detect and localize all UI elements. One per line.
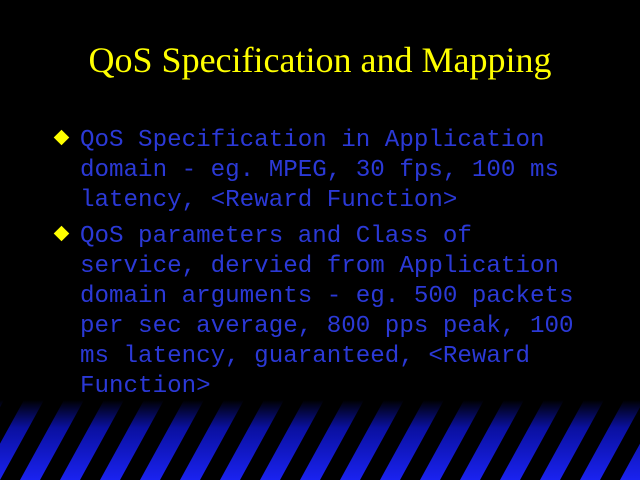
bullet-item (54, 222, 614, 402)
diamond-bullet-icon (54, 226, 70, 242)
diamond-bullet-icon (54, 130, 70, 146)
slide-title: QoS Specification and Mapping (88, 40, 552, 80)
bullet-text: QoS Specification in Application domain - eg. MPEG, 30 fps, 100 ms latency, <Reward Function> (80, 127, 559, 214)
bullet-item (54, 126, 614, 216)
bullet-text: QoS parameters and Class of service, dervied from Application domain arguments - eg. 500 packets per sec average, 800 pps peak, 100 ms latency, guaranteed, <Reward Function> (80, 223, 574, 400)
diagonal-stripe-footer (0, 400, 640, 480)
bullet-list (54, 126, 614, 408)
